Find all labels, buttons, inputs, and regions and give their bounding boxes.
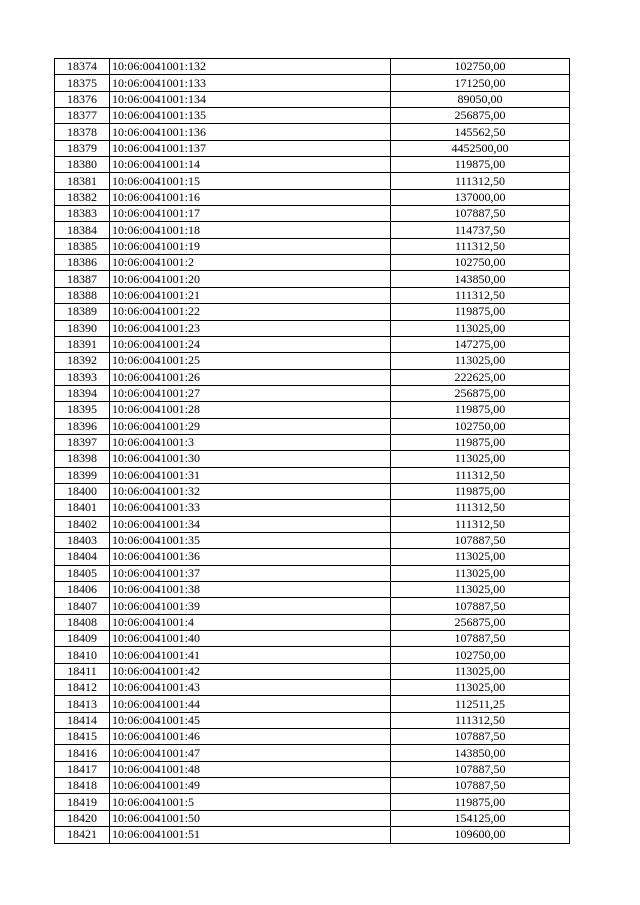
cadastral-number-cell: 10:06:0041001:132 <box>110 59 391 75</box>
table-row <box>55 598 570 614</box>
cadastral-value-cell: 111312,50 <box>391 500 570 516</box>
cadastral-number-cell: 10:06:0041001:14 <box>110 157 391 173</box>
cadastral-number-cell: 10:06:0041001:34 <box>110 516 391 532</box>
row-number-cell: 18416 <box>55 745 110 761</box>
row-number-cell: 18402 <box>55 516 110 532</box>
cadastral-number-cell: 10:06:0041001:33 <box>110 500 391 516</box>
cadastral-number-cell: 10:06:0041001:37 <box>110 565 391 581</box>
cadastral-value-cell: 143850,00 <box>391 271 570 287</box>
row-number-cell: 18384 <box>55 222 110 238</box>
row-number-cell: 18382 <box>55 189 110 205</box>
cadastral-number-cell: 10:06:0041001:45 <box>110 712 391 728</box>
table-row <box>55 369 570 385</box>
row-number-cell: 18406 <box>55 582 110 598</box>
table-row <box>55 516 570 532</box>
row-number-cell: 18404 <box>55 549 110 565</box>
cadastral-number-cell: 10:06:0041001:36 <box>110 549 391 565</box>
cadastral-value-cell: 107887,50 <box>391 761 570 777</box>
cadastral-number-cell: 10:06:0041001:20 <box>110 271 391 287</box>
table-row <box>55 778 570 794</box>
cadastral-value-cell: 113025,00 <box>391 680 570 696</box>
row-number-cell: 18398 <box>55 451 110 467</box>
row-number-cell: 18376 <box>55 91 110 107</box>
row-number-cell: 18419 <box>55 794 110 810</box>
row-number-cell: 18392 <box>55 353 110 369</box>
row-number-cell: 18408 <box>55 614 110 630</box>
table-row <box>55 173 570 189</box>
table-row <box>55 696 570 712</box>
cadastral-number-cell: 10:06:0041001:47 <box>110 745 391 761</box>
cadastral-value-cell: 107887,50 <box>391 631 570 647</box>
cadastral-value-cell: 113025,00 <box>391 451 570 467</box>
table-row <box>55 663 570 679</box>
cadastral-value-cell: 113025,00 <box>391 663 570 679</box>
table-row <box>55 631 570 647</box>
cadastral-number-cell: 10:06:0041001:27 <box>110 385 391 401</box>
cadastral-value-cell: 119875,00 <box>391 434 570 450</box>
table-row <box>55 761 570 777</box>
cadastral-number-cell: 10:06:0041001:136 <box>110 124 391 140</box>
cadastral-number-cell: 10:06:0041001:43 <box>110 680 391 696</box>
row-number-cell: 18414 <box>55 712 110 728</box>
table-row <box>55 206 570 222</box>
cadastral-number-cell: 10:06:0041001:134 <box>110 91 391 107</box>
cadastral-number-cell: 10:06:0041001:4 <box>110 614 391 630</box>
row-number-cell: 18407 <box>55 598 110 614</box>
row-number-cell: 18379 <box>55 140 110 156</box>
row-number-cell: 18388 <box>55 287 110 303</box>
table-row <box>55 222 570 238</box>
row-number-cell: 18401 <box>55 500 110 516</box>
cadastral-value-cell: 119875,00 <box>391 483 570 499</box>
cadastral-value-cell: 113025,00 <box>391 565 570 581</box>
table-row <box>55 353 570 369</box>
table-row <box>55 810 570 826</box>
table-body <box>55 59 570 844</box>
cadastral-number-cell: 10:06:0041001:22 <box>110 304 391 320</box>
cadastral-number-cell: 10:06:0041001:31 <box>110 467 391 483</box>
cadastral-value-cell: 107887,50 <box>391 778 570 794</box>
table-row <box>55 827 570 843</box>
cadastral-value-cell: 102750,00 <box>391 255 570 271</box>
cadastral-number-cell: 10:06:0041001:46 <box>110 729 391 745</box>
table-row <box>55 385 570 401</box>
cadastral-number-cell: 10:06:0041001:30 <box>110 451 391 467</box>
cadastral-number-cell: 10:06:0041001:50 <box>110 810 391 826</box>
table-row <box>55 467 570 483</box>
cadastral-number-cell: 10:06:0041001:42 <box>110 663 391 679</box>
cadastral-value-cell: 256875,00 <box>391 108 570 124</box>
row-number-cell: 18377 <box>55 108 110 124</box>
cadastral-number-cell: 10:06:0041001:44 <box>110 696 391 712</box>
cadastral-number-cell: 10:06:0041001:19 <box>110 238 391 254</box>
cadastral-value-cell: 107887,50 <box>391 206 570 222</box>
table-row <box>55 336 570 352</box>
cadastral-value-cell: 113025,00 <box>391 582 570 598</box>
row-number-cell: 18393 <box>55 369 110 385</box>
table-row <box>55 500 570 516</box>
row-number-cell: 18385 <box>55 238 110 254</box>
cadastral-value-cell: 119875,00 <box>391 794 570 810</box>
cadastral-number-cell: 10:06:0041001:41 <box>110 647 391 663</box>
table-row <box>55 549 570 565</box>
table-row <box>55 582 570 598</box>
cadastral-number-cell: 10:06:0041001:5 <box>110 794 391 810</box>
table-row <box>55 255 570 271</box>
table-row <box>55 680 570 696</box>
table-row <box>55 320 570 336</box>
cadastral-value-table <box>54 58 570 844</box>
table-row <box>55 712 570 728</box>
row-number-cell: 18389 <box>55 304 110 320</box>
cadastral-value-cell: 111312,50 <box>391 516 570 532</box>
row-number-cell: 18381 <box>55 173 110 189</box>
table-row <box>55 418 570 434</box>
row-number-cell: 18405 <box>55 565 110 581</box>
cadastral-value-cell: 119875,00 <box>391 304 570 320</box>
table-row <box>55 532 570 548</box>
cadastral-value-cell: 113025,00 <box>391 320 570 336</box>
table-row <box>55 745 570 761</box>
cadastral-value-cell: 102750,00 <box>391 59 570 75</box>
cadastral-value-cell: 119875,00 <box>391 402 570 418</box>
row-number-cell: 18395 <box>55 402 110 418</box>
cadastral-value-cell: 111312,50 <box>391 712 570 728</box>
table-row <box>55 434 570 450</box>
cadastral-number-cell: 10:06:0041001:17 <box>110 206 391 222</box>
table-row <box>55 287 570 303</box>
cadastral-number-cell: 10:06:0041001:51 <box>110 827 391 843</box>
row-number-cell: 18420 <box>55 810 110 826</box>
cadastral-value-cell: 89050,00 <box>391 91 570 107</box>
row-number-cell: 18418 <box>55 778 110 794</box>
cadastral-value-cell: 113025,00 <box>391 549 570 565</box>
cadastral-value-cell: 112511,25 <box>391 696 570 712</box>
row-number-cell: 18390 <box>55 320 110 336</box>
table-row <box>55 647 570 663</box>
cadastral-number-cell: 10:06:0041001:39 <box>110 598 391 614</box>
cadastral-value-cell: 143850,00 <box>391 745 570 761</box>
cadastral-number-cell: 10:06:0041001:3 <box>110 434 391 450</box>
table-row <box>55 483 570 499</box>
cadastral-number-cell: 10:06:0041001:26 <box>110 369 391 385</box>
table-row <box>55 157 570 173</box>
row-number-cell: 18403 <box>55 532 110 548</box>
cadastral-value-cell: 107887,50 <box>391 729 570 745</box>
row-number-cell: 18412 <box>55 680 110 696</box>
table-row <box>55 402 570 418</box>
row-number-cell: 18391 <box>55 336 110 352</box>
cadastral-number-cell: 10:06:0041001:15 <box>110 173 391 189</box>
cadastral-number-cell: 10:06:0041001:32 <box>110 483 391 499</box>
row-number-cell: 18397 <box>55 434 110 450</box>
cadastral-value-cell: 111312,50 <box>391 287 570 303</box>
cadastral-number-cell: 10:06:0041001:2 <box>110 255 391 271</box>
cadastral-number-cell: 10:06:0041001:40 <box>110 631 391 647</box>
row-number-cell: 18394 <box>55 385 110 401</box>
cadastral-number-cell: 10:06:0041001:24 <box>110 336 391 352</box>
cadastral-value-cell: 102750,00 <box>391 418 570 434</box>
row-number-cell: 18400 <box>55 483 110 499</box>
cadastral-number-cell: 10:06:0041001:133 <box>110 75 391 91</box>
cadastral-value-cell: 113025,00 <box>391 353 570 369</box>
cadastral-number-cell: 10:06:0041001:16 <box>110 189 391 205</box>
cadastral-number-cell: 10:06:0041001:49 <box>110 778 391 794</box>
table-row <box>55 729 570 745</box>
cadastral-value-cell: 256875,00 <box>391 385 570 401</box>
cadastral-value-cell: 102750,00 <box>391 647 570 663</box>
row-number-cell: 18417 <box>55 761 110 777</box>
row-number-cell: 18413 <box>55 696 110 712</box>
table-row <box>55 124 570 140</box>
cadastral-value-cell: 111312,50 <box>391 173 570 189</box>
row-number-cell: 18378 <box>55 124 110 140</box>
cadastral-value-cell: 107887,50 <box>391 598 570 614</box>
cadastral-value-cell: 107887,50 <box>391 532 570 548</box>
row-number-cell: 18411 <box>55 663 110 679</box>
row-number-cell: 18409 <box>55 631 110 647</box>
table-row <box>55 304 570 320</box>
cadastral-number-cell: 10:06:0041001:135 <box>110 108 391 124</box>
cadastral-number-cell: 10:06:0041001:29 <box>110 418 391 434</box>
table-row <box>55 451 570 467</box>
table-row <box>55 614 570 630</box>
table-row <box>55 59 570 75</box>
cadastral-number-cell: 10:06:0041001:38 <box>110 582 391 598</box>
cadastral-number-cell: 10:06:0041001:35 <box>110 532 391 548</box>
table-row <box>55 565 570 581</box>
cadastral-number-cell: 10:06:0041001:137 <box>110 140 391 156</box>
cadastral-number-cell: 10:06:0041001:23 <box>110 320 391 336</box>
cadastral-value-cell: 137000,00 <box>391 189 570 205</box>
row-number-cell: 18374 <box>55 59 110 75</box>
table-row <box>55 189 570 205</box>
cadastral-value-cell: 114737,50 <box>391 222 570 238</box>
cadastral-number-cell: 10:06:0041001:25 <box>110 353 391 369</box>
row-number-cell: 18386 <box>55 255 110 271</box>
row-number-cell: 18383 <box>55 206 110 222</box>
cadastral-value-cell: 111312,50 <box>391 467 570 483</box>
table-row <box>55 140 570 156</box>
table-row <box>55 108 570 124</box>
cadastral-value-cell: 109600,00 <box>391 827 570 843</box>
cadastral-value-cell: 145562,50 <box>391 124 570 140</box>
cadastral-number-cell: 10:06:0041001:21 <box>110 287 391 303</box>
table-row <box>55 271 570 287</box>
table-row <box>55 91 570 107</box>
row-number-cell: 18387 <box>55 271 110 287</box>
table-row <box>55 75 570 91</box>
row-number-cell: 18415 <box>55 729 110 745</box>
cadastral-value-cell: 256875,00 <box>391 614 570 630</box>
row-number-cell: 18421 <box>55 827 110 843</box>
cadastral-number-cell: 10:06:0041001:28 <box>110 402 391 418</box>
row-number-cell: 18375 <box>55 75 110 91</box>
cadastral-number-cell: 10:06:0041001:48 <box>110 761 391 777</box>
table-row <box>55 238 570 254</box>
cadastral-value-cell: 154125,00 <box>391 810 570 826</box>
row-number-cell: 18396 <box>55 418 110 434</box>
cadastral-value-cell: 171250,00 <box>391 75 570 91</box>
row-number-cell: 18399 <box>55 467 110 483</box>
cadastral-value-cell: 119875,00 <box>391 157 570 173</box>
cadastral-value-cell: 222625,00 <box>391 369 570 385</box>
cadastral-value-cell: 111312,50 <box>391 238 570 254</box>
cadastral-value-cell: 4452500,00 <box>391 140 570 156</box>
cadastral-value-cell: 147275,00 <box>391 336 570 352</box>
table-row <box>55 794 570 810</box>
row-number-cell: 18410 <box>55 647 110 663</box>
cadastral-number-cell: 10:06:0041001:18 <box>110 222 391 238</box>
row-number-cell: 18380 <box>55 157 110 173</box>
